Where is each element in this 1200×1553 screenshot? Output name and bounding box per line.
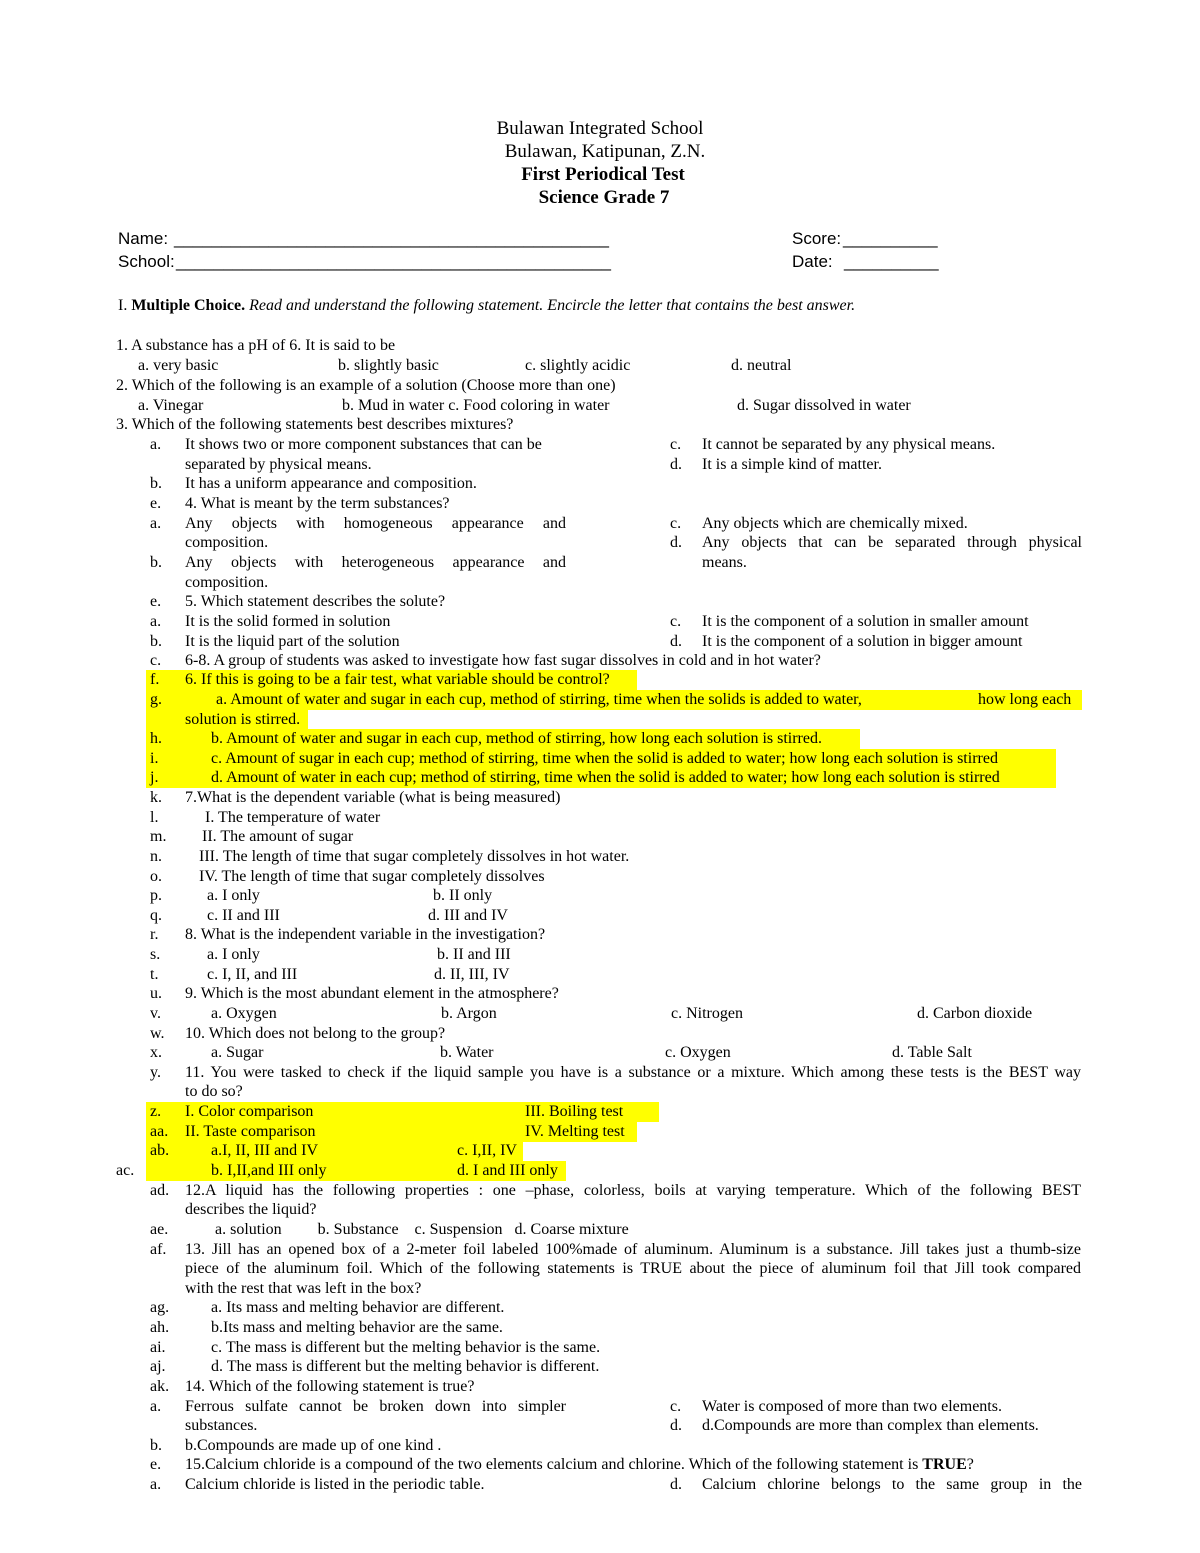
school-blank[interactable]: ______________________________________________ (176, 252, 611, 271)
q3-option-a-cont: separated by physical means. (185, 456, 372, 473)
marker: j. (150, 769, 159, 786)
q14-stem: 14. Which of the following statement is true? (185, 1378, 475, 1395)
q6-option-d[interactable]: d. Amount of water in each cup; method of stirring, time when the solid is added to water; how long each solution is stirred (211, 769, 1000, 786)
q15-stem-text: 15.Calcium chloride is a compound of the two elements calcium and chlorine. Which of the following statement is (185, 1456, 923, 1473)
marker: af. (150, 1241, 167, 1258)
q13-option-c[interactable]: c. The mass is different but the melting behavior is the same. (211, 1339, 601, 1356)
q12-stem: 12.A liquid has the following properties : one –phase, colorless, boils at varying temperature. Which of the following BEST (185, 1182, 1081, 1199)
marker: t. (150, 966, 159, 983)
marker: aa. (150, 1123, 169, 1140)
marker: ab. (150, 1142, 170, 1159)
q8-option-c[interactable]: c. I, II, and III (207, 966, 298, 983)
q1-option-c[interactable]: c. slightly acidic (525, 357, 631, 374)
marker: ak. (150, 1378, 170, 1395)
q11-option-d[interactable]: d. I and III only (457, 1162, 558, 1179)
q6-option-a-cont: solution is stirred. (185, 711, 301, 728)
q14-option-b[interactable]: b.Compounds are made up of one kind . (185, 1437, 442, 1454)
marker: ag. (150, 1299, 170, 1316)
q4-option-a[interactable]: Any objects with homogeneous appearance and (185, 515, 566, 532)
q5-option-c[interactable]: It is the component of a solution in smaller amount (702, 613, 1029, 630)
instructions-numeral: I. (118, 297, 128, 314)
q11-option-b[interactable]: b. I,II,and III only (211, 1162, 327, 1179)
q6-option-c[interactable]: c. Amount of sugar in each cup; method of stirring, time when the solid is added to water; how long each solution is stirred (211, 750, 998, 767)
marker: n. (150, 848, 162, 865)
q9-option-c[interactable]: c. Nitrogen (671, 1005, 743, 1022)
marker: e. (150, 1456, 162, 1473)
q5-option-b[interactable]: It is the liquid part of the solution (185, 633, 400, 650)
score-blank[interactable]: __________ (843, 229, 938, 248)
q4-option-d[interactable]: Any objects that can be separated through physical (702, 534, 1082, 551)
marker: i. (150, 750, 159, 767)
q15-stem-emphasis: TRUE (922, 1456, 967, 1473)
q1-option-d[interactable]: d. neutral (731, 357, 792, 374)
school-label: School: (118, 252, 175, 271)
q11-item-iii: III. Boiling test (525, 1103, 624, 1120)
q11-option-c[interactable]: c. I,II, IV (457, 1142, 517, 1159)
q4-option-b[interactable]: Any objects with heterogeneous appearance and (185, 554, 566, 571)
q6-option-b[interactable]: b. Amount of water and sugar in each cup, method of stirring, how long each solution is stirred. (211, 730, 822, 747)
q10-option-c[interactable]: c. Oxygen (665, 1044, 731, 1061)
marker: f. (150, 671, 160, 688)
marker: aj. (150, 1358, 166, 1375)
subject-title: Science Grade 7 (538, 187, 670, 208)
q7-option-c[interactable]: c. II and III (207, 907, 280, 924)
q1-option-a[interactable]: a. very basic (138, 357, 219, 374)
q10-stem: 10. Which does not belong to the group? (185, 1025, 446, 1042)
instructions-text: Read and understand the following statement. Encircle the letter that contains the best answer. (249, 297, 856, 314)
marker: u. (150, 985, 162, 1002)
q11-stem-cont: to do so? (185, 1083, 243, 1100)
q3-option-a[interactable]: It shows two or more component substances that can be (185, 436, 542, 453)
marker: c. (670, 436, 682, 453)
marker: ae. (150, 1221, 169, 1238)
q3-option-b[interactable]: It has a uniform appearance and composition. (185, 475, 477, 492)
marker: b. (150, 554, 162, 571)
name-label: Name: (118, 229, 169, 248)
q8-option-d[interactable]: d. II, III, IV (434, 966, 510, 983)
q9-stem: 9. Which is the most abundant element in the atmosphere? (185, 985, 559, 1002)
marker: a. (150, 515, 162, 532)
marker: a. (150, 1398, 162, 1415)
q15-option-a[interactable]: Calcium chloride is listed in the periodic table. (185, 1476, 485, 1493)
q2-stem: 2. Which of the following is an example of a solution (Choose more than one) (116, 377, 616, 394)
q15-stem-end: ? (966, 1456, 974, 1473)
q6-option-a-end: how long each (978, 691, 1072, 708)
q8-stem: 8. What is the independent variable in the investigation? (185, 926, 546, 943)
marker: c. (670, 515, 682, 532)
q13-option-a[interactable]: a. Its mass and melting behavior are different. (211, 1299, 505, 1316)
q13-stem-cont: piece of the aluminum foil. Which of the following statements is TRUE about the piece of aluminum foil that Jill took compared (185, 1260, 1081, 1277)
q14-option-a-cont: substances. (185, 1417, 258, 1434)
q3-stem: 3. Which of the following statements best describes mixtures? (116, 416, 514, 433)
marker: a. (150, 613, 162, 630)
marker: y. (150, 1064, 161, 1081)
q12-options[interactable]: a. solution b. Substance c. Suspension d. Coarse mixture (215, 1221, 629, 1238)
marker: c. (670, 1398, 682, 1415)
marker: x. (150, 1044, 162, 1061)
marker: q. (150, 907, 162, 924)
q11-item-iv: IV. Melting test (525, 1123, 625, 1140)
q6-stem: 6. If this is going to be a fair test, what variable should be control? (185, 671, 610, 688)
q9-option-b[interactable]: b. Argon (441, 1005, 497, 1022)
marker: m. (150, 828, 167, 845)
marker: r. (150, 926, 159, 943)
marker: ah. (150, 1319, 170, 1336)
marker: b. (150, 475, 162, 492)
q4-option-a-cont: composition. (185, 534, 269, 551)
marker: v. (150, 1005, 161, 1022)
score-label: Score: (792, 229, 842, 248)
marker: a. (150, 436, 162, 453)
q2-option-bc[interactable]: b. Mud in water c. Food coloring in water (342, 397, 610, 414)
q5-option-d[interactable]: It is the component of a solution in bigger amount (702, 633, 1023, 650)
marker: o. (150, 868, 162, 885)
q6-8-stem: 6-8. A group of students was asked to investigate how fast sugar dissolves in cold and in hot water? (185, 652, 821, 669)
marker: w. (150, 1025, 165, 1042)
q3-option-d[interactable]: It is a simple kind of matter. (702, 456, 882, 473)
q15-stem (185, 1455, 974, 1475)
q6-option-a[interactable]: a. Amount of water and sugar in each cup, method of stirring, time when the solids is added to water, (216, 691, 862, 708)
q1-option-b[interactable]: b. slightly basic (338, 357, 439, 374)
q14-option-d[interactable]: d.Compounds are more than complex than elements. (702, 1417, 1039, 1434)
q3-option-c[interactable]: It cannot be separated by any physical means. (702, 436, 996, 453)
q13-option-d[interactable]: d. The mass is different but the melting behavior is different. (211, 1358, 600, 1375)
q7-stem: 7.What is the dependent variable (what is being measured) (185, 789, 561, 806)
q9-option-a[interactable]: a. Oxygen (211, 1005, 277, 1022)
q8-option-a[interactable]: a. I only (207, 946, 260, 963)
q13-option-b[interactable]: b.Its mass and melting behavior are the same. (211, 1319, 503, 1336)
q9-option-d[interactable]: d. Carbon dioxide (917, 1005, 1033, 1022)
q2-option-a[interactable]: a. Vinegar (138, 397, 204, 414)
q10-option-b[interactable]: b. Water (440, 1044, 494, 1061)
exam-title: First Periodical Test (521, 164, 685, 185)
q5-option-a[interactable]: It is the solid formed in solution (185, 613, 391, 630)
marker: c. (670, 613, 682, 630)
date-blank[interactable]: __________ (844, 252, 939, 271)
q11-item-i: I. Color comparison (185, 1103, 314, 1120)
q7-item-iv: IV. The length of time that sugar completely dissolves (199, 868, 545, 885)
q7-item-ii: II. The amount of sugar (202, 828, 354, 845)
marker: e. (150, 495, 162, 512)
marker: g. (150, 691, 162, 708)
instructions (118, 296, 855, 316)
instructions-title: Multiple Choice. (131, 297, 246, 314)
date-label: Date: (792, 252, 833, 271)
q4-option-d-cont: means. (702, 554, 747, 571)
marker: e. (150, 593, 162, 610)
q10-option-d[interactable]: d. Table Salt (892, 1044, 972, 1061)
marker: d. (670, 456, 682, 473)
q5-stem: 5. Which statement describes the solute? (185, 593, 446, 610)
q7-item-iii: III. The length of time that sugar completely dissolves in hot water. (199, 848, 630, 865)
q11-option-a[interactable]: a.I, II, III and IV (211, 1142, 319, 1159)
marker: h. (150, 730, 162, 747)
q4-option-c[interactable]: Any objects which are chemically mixed. (702, 515, 968, 532)
marker: a. (150, 1476, 162, 1493)
marker: k. (150, 789, 162, 806)
q13-stem: 13. Jill has an opened box of a 2-meter foil labeled 100%made of aluminum. Aluminum is a substance. Jill takes just a thumb-size (185, 1241, 1081, 1258)
marker: p. (150, 887, 162, 904)
q7-option-d[interactable]: d. III and IV (428, 907, 508, 924)
marker: d. (670, 1476, 682, 1493)
marker: l. (150, 809, 159, 826)
marker: ac. (116, 1162, 135, 1179)
q2-option-d[interactable]: d. Sugar dissolved in water (737, 397, 911, 414)
marker: c. (150, 652, 162, 669)
q1-stem: 1. A substance has a pH of 6. It is said to be (116, 337, 396, 354)
name-blank[interactable]: ______________________________________________ (174, 229, 609, 248)
marker: b. (150, 633, 162, 650)
q7-option-b[interactable]: b. II only (433, 887, 493, 904)
marker: z. (150, 1103, 162, 1120)
school-name: Bulawan Integrated School (496, 118, 704, 139)
q4-option-b-cont: composition. (185, 574, 269, 591)
q11-stem: 11. You were tasked to check if the liquid sample you have is a substance or a mixture. Which among these tests is the BEST way (185, 1064, 1081, 1081)
q12-stem-cont: describes the liquid? (185, 1201, 317, 1218)
q13-stem-cont2: with the rest that was left in the box? (185, 1280, 422, 1297)
marker: ai. (150, 1339, 166, 1356)
q11-item-ii: II. Taste comparison (185, 1123, 316, 1140)
q4-stem: 4. What is meant by the term substances? (185, 495, 450, 512)
marker: d. (670, 1417, 682, 1434)
q14-option-a[interactable]: Ferrous sulfate cannot be broken down into simpler (185, 1398, 566, 1415)
marker: ad. (150, 1182, 170, 1199)
q10-option-a[interactable]: a. Sugar (211, 1044, 264, 1061)
school-address: Bulawan, Katipunan, Z.N. (504, 141, 706, 162)
marker: b. (150, 1437, 162, 1454)
marker: s. (150, 946, 161, 963)
marker: d. (670, 534, 682, 551)
q14-option-c[interactable]: Water is composed of more than two elements. (702, 1398, 1002, 1415)
q7-option-a[interactable]: a. I only (207, 887, 260, 904)
q7-item-i: I. The temperature of water (205, 809, 381, 826)
q15-option-d[interactable]: Calcium chlorine belongs to the same group in the (702, 1476, 1082, 1493)
marker: d. (670, 633, 682, 650)
q8-option-b[interactable]: b. II and III (437, 946, 511, 963)
